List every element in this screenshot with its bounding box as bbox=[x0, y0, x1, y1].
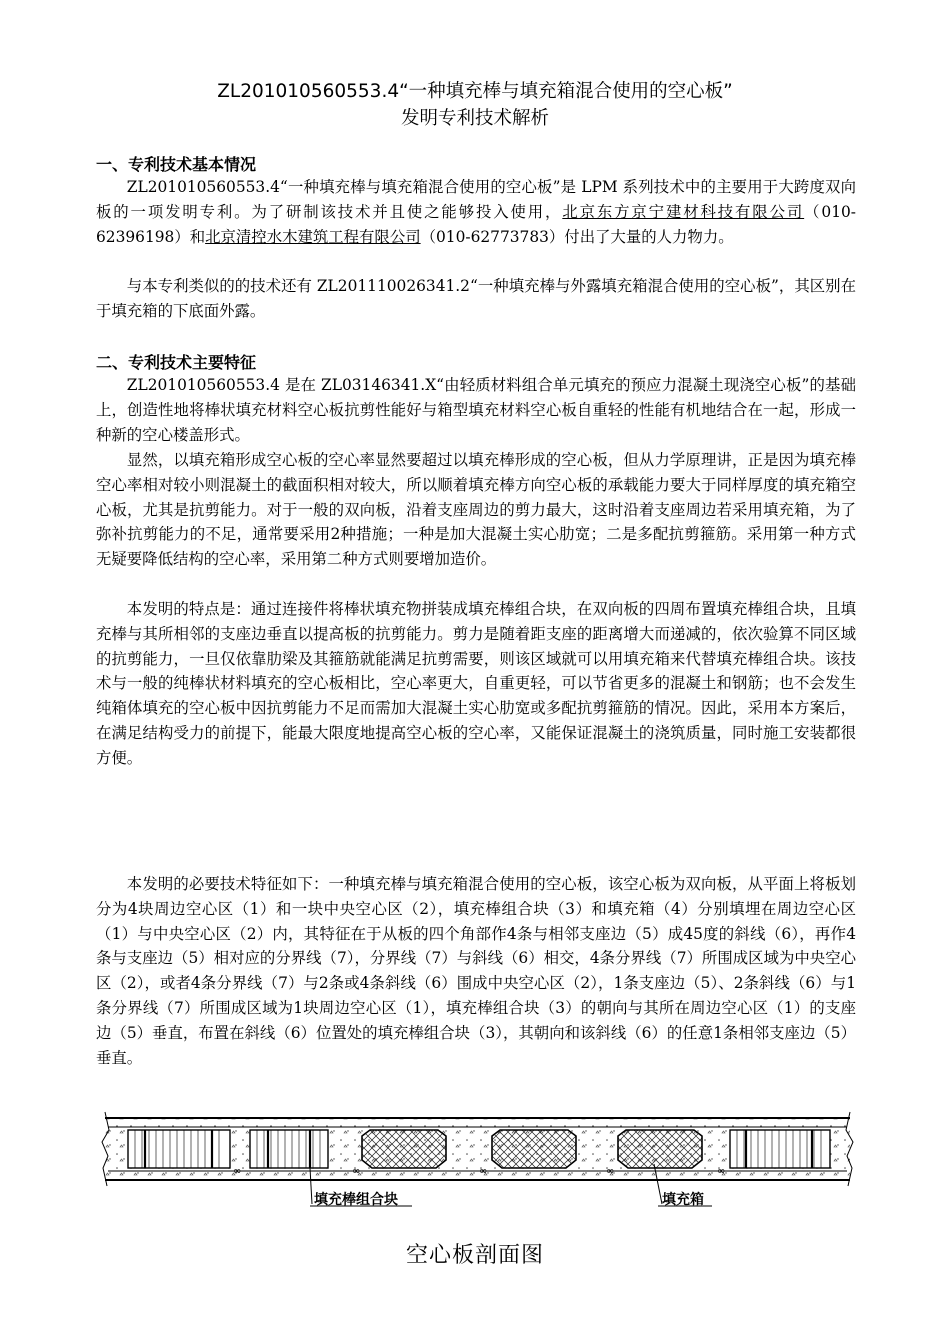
filler-box-3 bbox=[618, 1130, 702, 1168]
section1-paragraph2: 与本专利类似的的技术还有 ZL201110026341.2“一种填充棒与外露填充箱混合使用的空心板”，其区别在于填充箱的下底面外露。 bbox=[96, 277, 856, 320]
rebar-mark: ∞ bbox=[717, 1166, 726, 1177]
section1-paragraph1-text-a: ZL201010560553.4“一种填充棒与填充箱混合使用的空心板”是 LPM 系列技术中的主要用于大跨度双向板的一项发明专利。为了研制该技术并且使之能够投入使用， bbox=[96, 178, 856, 221]
section2-paragraph2: 显然，以填充箱形成空心板的空心率显然要超过以填充棒形成的空心板，但从力学原理讲，正是因为填充棒空心率相对较小则混凝土的截面积相对较大，所以顺着填充棒方向空心板的承载能力要大于同样厚度的填充箱空心板，尤其是抗剪能力。对于一般的双向板，沿着支座周边的剪力最大，这时沿着支座周边若采用填充箱，为了弥补抗剪能力的不足，通常要采用2种措施；一种是加大混凝土实心肋宽；二是多配抗剪箍筋。采用第一种方式无疑要降低结构的空心率，采用第二种方式则要增加造价。 bbox=[96, 451, 856, 569]
label-filler-box-text: 填充箱 bbox=[662, 1192, 704, 1208]
label-rod-block-text: 填充棒组合块 bbox=[314, 1192, 398, 1208]
section2-paragraph1: ZL201010560553.4 是在 ZL03146341.X“由轻质材料组合单元填充的预应力混凝土现浇空心板”的基础上，创造性地将棒状填充材料空心板抗剪性能好与箱型填充材料空心板自重轻的性能有机地结合在一起，形成一种新的空心楼盖形式。 bbox=[96, 376, 856, 444]
filler-box-1 bbox=[362, 1130, 446, 1168]
section2-paragraph3: 本发明的特点是：通过连接件将棒状填充物拼装成填充棒组合块，在双向板的四周布置填充棒组合块，且填充棒与其所相邻的支座边垂直以提高板的抗剪能力。剪力是随着距支座的距离增大而递减的，依次验算不同区域的抗剪能力，一旦仅依靠肋梁及其箍筋就能满足抗剪需要，则该区域就可以用填充箱来代替填充棒组合块。该技术与一般的纯棒状材料填充的空心板相比，空心率更大，自重更轻，可以节省更多的混凝土和钢筋；也不会发生纯箱体填充的空心板中因抗剪能力不足而需加大混凝土实心肋宽或多配抗剪箍筋的情况。因此，采用本方案后，在满足结构受力的前提下，能最大限度地提高空心板的空心率，又能保证混凝土的浇筑质量，同时施工安装都很方便。 bbox=[96, 600, 856, 767]
company-name-dongfang: 北京东方京宁建材科技有限公司 bbox=[562, 202, 805, 221]
rebar-mark: ∞ bbox=[479, 1166, 488, 1177]
filler-rod-block-2 bbox=[250, 1130, 328, 1168]
company-name-qingkong: 北京清控水木建筑工程有限公司 bbox=[205, 227, 421, 246]
filler-rod-block-1 bbox=[128, 1130, 230, 1168]
rebar-mark: ∞ bbox=[606, 1166, 615, 1177]
rebar-mark: ∞ bbox=[233, 1166, 242, 1177]
figure-caption: 空心板剖面图 bbox=[405, 1243, 544, 1268]
rebar-mark: ∞ bbox=[352, 1166, 361, 1177]
section2-paragraph4: 本发明的必要技术特征如下：一种填充棒与填充箱混合使用的空心板，该空心板为双向板，从平面上将板划分为4块周边空心区（1）和一块中央空心区（2），填充棒组合块（3）和填充箱（4）分别填埋在周边空心区（1）与中央空心区（2）内，其特征在于从板的四个角部作4条与相邻支座边（5）成45度的斜线（6），再作4条与支座边（5）相对应的分界线（7），分界线（7）与斜线（6）相交，4条分界线（7）所围成区域为中央空心区（2），或者4条分界线（7）与2条或4条斜线（6）围成中央空心区（2），1条支座边（5）、2条斜线（6）与1条分界线（7）所围成区域为1块周边空心区（1），填充棒组合块（3）的朝向与其所在周边空心区（1）的支座边（5）垂直，布置在斜线（6）位置处的填充棒组合块（3），其朝向和该斜线（6）的任意1条相邻支座边（5）垂直。 bbox=[96, 875, 856, 1067]
document-title-line2: 发明专利技术解析 bbox=[400, 108, 549, 129]
section1-heading: 一、专利技术基本情况 bbox=[96, 155, 257, 174]
document-title-line1: ZL201010560553.4“一种填充棒与填充箱混合使用的空心板” bbox=[217, 81, 733, 102]
section1-paragraph1 bbox=[96, 175, 856, 249]
hollow-slab-section-figure bbox=[100, 1108, 860, 1230]
filler-box-2 bbox=[492, 1130, 576, 1168]
filler-rod-block-3 bbox=[730, 1130, 830, 1168]
section1-paragraph1-text-c: （010-62773783）付出了大量的人力物力。 bbox=[420, 227, 734, 246]
section1-paragraph1-text-b: （010-62396198）和 bbox=[96, 202, 856, 246]
section2-heading: 二、专利技术主要特征 bbox=[96, 353, 257, 372]
